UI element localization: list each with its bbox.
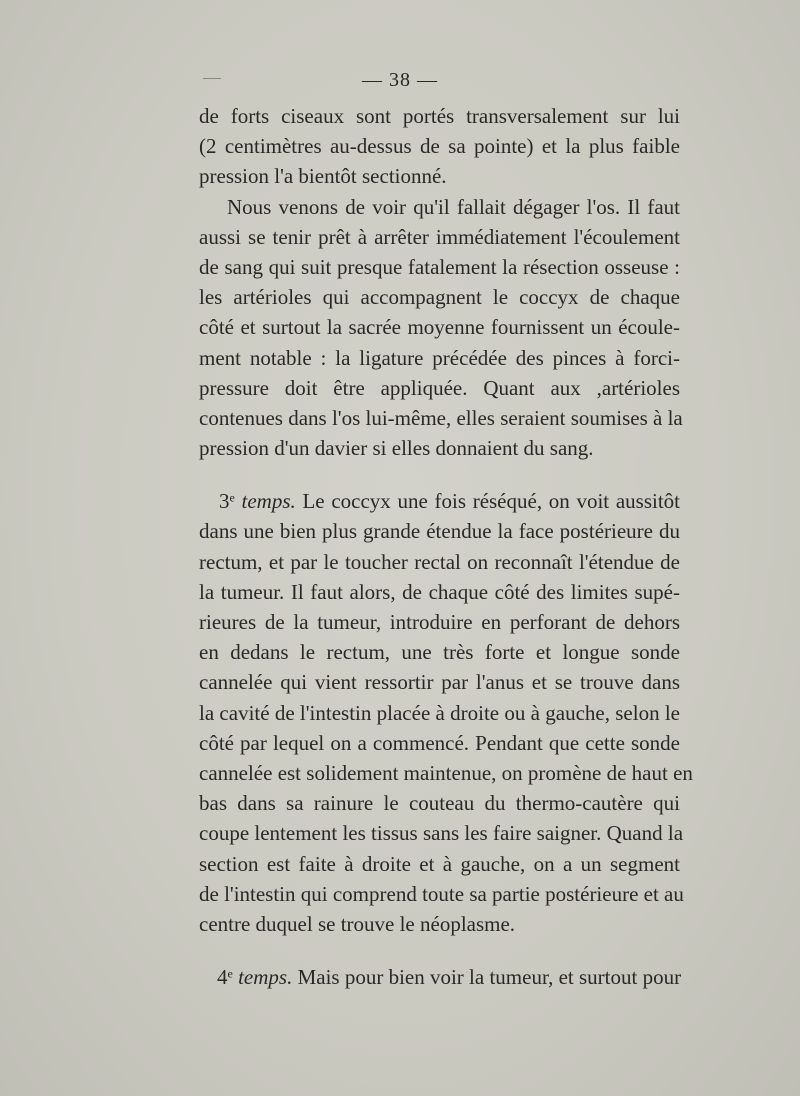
text-line: en dedans le rectum, une très forte et longue sonde — [199, 640, 680, 665]
paragraph-fourth-step — [199, 962, 680, 992]
text-line: de forts ciseaux sont portés transversalement sur lui — [199, 104, 680, 128]
text-line: coupe lentement les tissus sans les faire saigner. Quand la — [199, 821, 684, 846]
text-line: contenues dans l'os lui-même, elles seraient soumises à la — [199, 405, 683, 430]
text-line: cannelée est solidement maintenue, on promène de haut en — [199, 760, 693, 785]
text-line: pression l'a bientôt sectionné. — [199, 164, 447, 189]
paragraph-third-step — [199, 486, 680, 516]
step-label: temps. — [238, 965, 293, 990]
text-line: bas dans sa rainure le couteau du thermo-cautère qui — [199, 791, 680, 816]
body-text — [199, 101, 693, 992]
text-line: rieures de la tumeur, introduire en perforant de dehors — [199, 610, 680, 634]
text-line: pression d'un davier si elles donnaient du sang. — [199, 436, 594, 461]
text-line: la cavité de l'intestin placée à droite ou à gauche, selon le — [199, 700, 680, 725]
step-label: temps. — [241, 489, 296, 514]
page-number: — 38 — — [362, 69, 438, 91]
text-line: Mais pour bien voir la tumeur, et surtout pour — [297, 965, 682, 990]
text-line: ment notable : la ligature précédée des pinces à forci- — [199, 345, 680, 370]
text-line: Nous venons de voir qu'il fallait dégager l'os. Il faut — [227, 194, 680, 219]
text-line: rectum, et par le toucher rectal on reconnaît l'étendue de — [199, 549, 680, 574]
text-line: Le coccyx une fois réséqué, on voit aussitôt — [302, 489, 681, 514]
text-line: aussi se tenir prêt à arrêter immédiatement l'écoulement — [199, 224, 680, 249]
text-line: côté par lequel on a commencé. Pendant que cette sonde — [199, 730, 680, 755]
text-line: pressure doit être appliquée. Quant aux ,artérioles — [199, 375, 680, 400]
text-line: les artérioles qui accompagnent le coccyx de chaque — [199, 285, 680, 310]
text-line: de sang qui suit presque fatalement la résection osseuse : — [199, 254, 680, 279]
text-line: (2 centimètres au-dessus de sa pointe) et la plus faible — [199, 134, 680, 159]
text-line: dans une bien plus grande étendue la face postérieure du — [199, 519, 680, 544]
step-ordinal: e — [229, 490, 235, 505]
text-line: centre duquel se trouve le néoplasme. — [199, 911, 516, 936]
step-number: 3 — [219, 489, 230, 514]
text-line: la tumeur. Il faut alors, de chaque côté des limites supé- — [199, 579, 680, 604]
step-ordinal: e — [227, 966, 233, 981]
text-line: cannelée qui vient ressortir par l'anus et se trouve dans — [199, 670, 680, 695]
text-line: section est faite à droite et à gauche, on a un segment — [199, 851, 680, 876]
text-line: côté et surtout la sacrée moyenne fournissent un écoule- — [199, 315, 680, 340]
text-line: de l'intestin qui comprend toute sa partie postérieure et au — [199, 881, 684, 906]
step-number: 4 — [217, 965, 228, 990]
